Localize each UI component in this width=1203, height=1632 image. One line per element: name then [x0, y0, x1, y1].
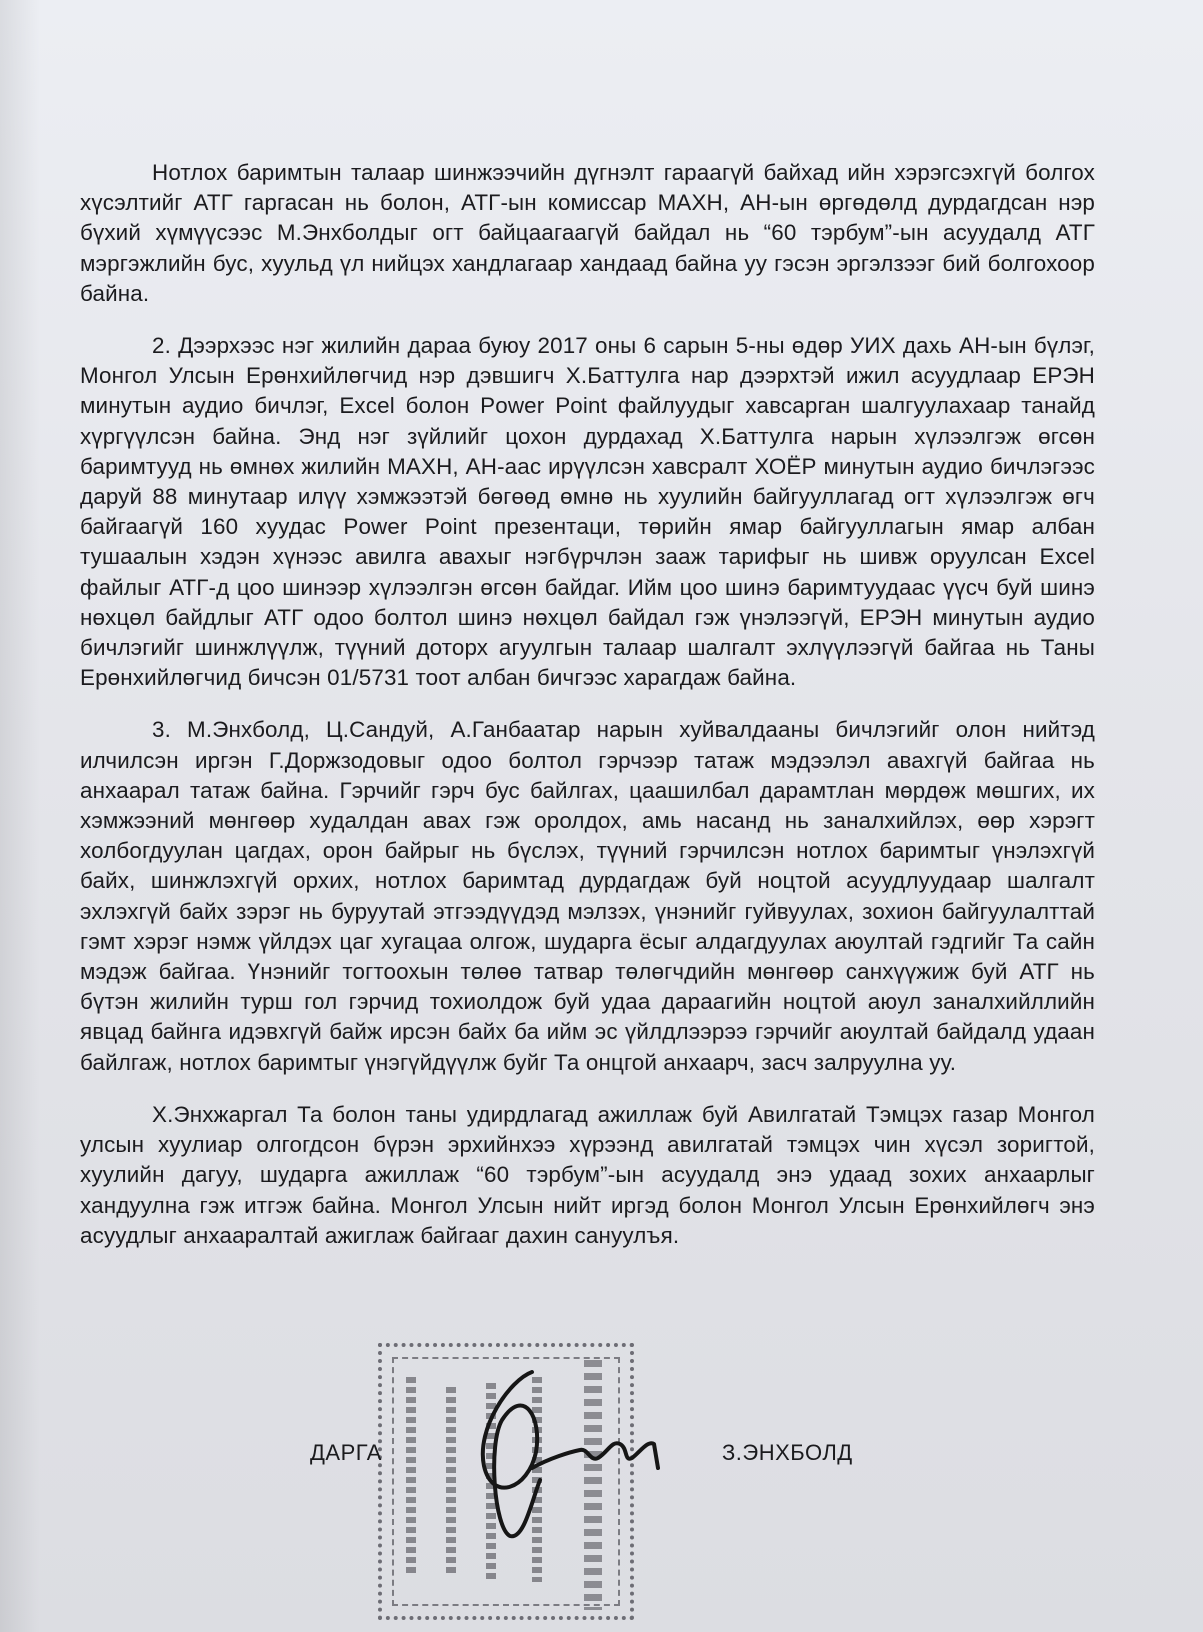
letter-body	[80, 158, 1095, 1273]
paragraph-closing: Х.Энхжаргал Та болон таны удирдлагад ажиллаж буй Авилгатай Тэмцэх газар Монгол улсын хуулиар олгогдсон бүрэн эрхийнхээ хүрээнд авилгатай тэмцэх чин хүсэл зоригтой, хуулийн дагуу, шударга ажиллаж “60 тэрбум”-ын асуудалд энэ удаад зохих анхаарлыг хандуулна гэж итгэж байна. Монгол Улсын нийт иргэд болон Монгол Улсын Ерөнхийлөгч энэ асуудлыг анхааралтай ажиглаж байгааг дахин сануулъя.	[80, 1101, 1095, 1248]
paragraph-3: 3. М.Энхболд, Ц.Сандуй, А.Ганбаатар нарын хуйвалдааны бичлэгийг олон нийтэд илчилсэн иргэн Г.Доржзодовыг одоо болтол гэрчээр татаж мэдээлэл авахгүй байгаа нь анхаарал татаж байна. Гэрчийг гэрч бус байлгах, цаашилбал дарамтлан мөрдөж мөшгих, их хэмжээний мөнгөөр худалдан авах гэж оролдох, амь насанд нь заналхийлэх, өөр хэрэгт холбогдуулан цагдах, орон байрыг нь бүслэх, түүний гэрчилсэн нотлох баримтыг үнэлэхгүй байх, шинжлэхгүй орхих, нотлох баримтад дурдагдаж буй ноцтой асуудлуудаар шалгалт эхлэхгүй байх зэрэг нь буруутай этгээдүүдэд мэлзэх, үнэнийг гуйвуулах, зохион байгуулалттай гэмт хэрэг нэмж үйлдэх цаг хугацаа олгож, шударга ёсыг алдагдуулах аюултай гэдгийг Та сайн мэдэж байгаа. Үнэнийг тогтоохын төлөө татвар төлөгчдийн мөнгөөр санхүүжиж буй АТГ нь бүтэн жилийн турш гол гэрчид тохиолдож буй удаа дараагийн ноцтой аюул заналхийллийн явцад байнга идэвхгүй байж ирсэн байх ба ийм эс үйлдлээрээ гэрчийг аюултай байдалд удаан байлгаж, нотлох баримтыг үнэгүйдүүлж буйг Та онцгой анхаарч, засч залруулна уу.	[80, 717, 1095, 1075]
seal-text-column	[406, 1377, 416, 1577]
page-shadow	[0, 0, 40, 1632]
signatory-name: З.ЭНХБОЛД	[722, 1440, 853, 1465]
handwritten-signature	[440, 1340, 680, 1540]
signatory-title: ДАРГА	[310, 1440, 382, 1465]
paragraph-2: 2. Дээрхээс нэг жилийн дараа буюу 2017 оны 6 сарын 5-ны өдөр УИХ дахь АН-ын бүлэг, Монгол Улсын Ерөнхийлөгчид нэр дэвшигч Х.Баттулга нар дээрхтэй ижил асуудлаар ЕРЭН минутын аудио бичлэг, Excel болон Power Point файлуудыг хавсарган шалгуулахаар танайд хүргүүлсэн байна. Энд нэг зүйлийг цохон дурдахад Х.Баттулга нарын хүлээлгэж өгсөн баримтууд нь өмнөх жилийн МАХН, АН-аас ирүүлсэн хавсралт ХОЁР минутын аудио бичлэгээс даруй 88 минутаар илүү хэмжээтэй бөгөөд өмнө нь хуулийн байгууллагад огт хүлээлгэж өгч байгаагүй 160 хуудас Power Point презентаци, төрийн ямар байгууллагын ямар албан тушаалын хэдэн хүнээс авилга авахыг нэгбүрчлэн зааж тарифыг нь шивж оруулсан Excel файлыг АТГ-д цоо шинээр хүлээлгэн өгсөн байдаг. Ийм цоо шинэ баримтуудаас үүсч буй шинэ нөхцөл байдлыг АТГ одоо болтол шинэ нөхцөл байдал гэж үнэлээгүй, ЕРЭН минутын аудио бичлэгийг шинжлүүлж, түүний доторх агуулгын талаар шалгалт эхлүүлээгүй байгаа нь Таны Ерөнхийлөгчид бичсэн 01/5731 тоот албан бичгээс харагдаж байна.	[80, 333, 1095, 691]
paragraph-evidence: Нотлох баримтын талаар шинжээчийн дүгнэлт гараагүй байхад ийн хэрэгсэхгүй болгох хүсэлтийг АТГ гаргасан нь болон, АТГ-ын комиссар МАХН, АН-ын өргөдөлд дурдагдсан нэр бүхий хүмүүсээс М.Энхболдыг огт байцаагаагүй байдал нь “60 тэрбум”-ын асуудалд АТГ мэргэжлийн бус, хуульд үл нийцэх хандлагаар хандаад байна уу гэсэн эргэлзээг бий болгохоор байна.	[80, 160, 1095, 306]
